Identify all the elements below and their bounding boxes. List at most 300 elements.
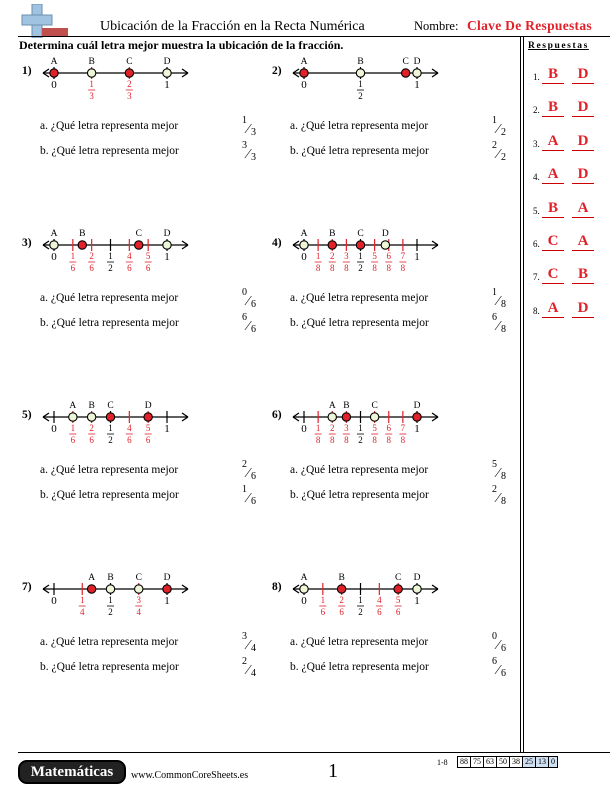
question-text: ¿Qué letra representa mejor (301, 145, 429, 157)
tick-label-numerator: 4 (377, 595, 382, 605)
point-label: D (381, 229, 389, 239)
tick-label: 1 (414, 251, 420, 263)
question-a (290, 287, 506, 310)
tick-label-denominator: 2 (358, 607, 363, 617)
score-range-label: 1-8 (437, 758, 448, 767)
tick-label-numerator: 6 (386, 251, 391, 261)
fraction-slash: ⁄ (497, 491, 500, 506)
problem-6 (272, 401, 522, 559)
tick-label-numerator: 6 (386, 423, 391, 433)
fraction-slash: ⁄ (247, 466, 250, 481)
fraction-numerator: 1 (242, 484, 247, 495)
fraction-numerator: 3 (242, 631, 247, 642)
tick-label-numerator: 7 (400, 251, 406, 261)
fraction-denominator: 3 (251, 152, 256, 163)
tick-label-denominator: 8 (386, 263, 391, 273)
point-c (125, 69, 133, 77)
tick-label-denominator: 4 (80, 607, 85, 617)
tick-label-numerator: 5 (145, 251, 151, 261)
answer-number: 1. (533, 72, 540, 82)
number-line (40, 225, 200, 285)
point-label: B (338, 573, 345, 583)
answer-a: B (542, 65, 564, 84)
number-line (40, 569, 200, 629)
name-label: Nombre: (414, 19, 459, 33)
point-c (135, 585, 143, 593)
point-d (163, 585, 171, 593)
tick-label-numerator: 2 (330, 423, 335, 433)
answer-b: D (572, 132, 594, 151)
point-label: B (107, 573, 114, 583)
point-label: B (88, 401, 95, 411)
question-text: ¿Qué letra representa mejor (51, 145, 179, 157)
point-label: D (413, 573, 421, 583)
tick-label-numerator: 4 (127, 423, 132, 433)
fraction-numerator: 2 (492, 484, 497, 495)
question-b (40, 656, 256, 679)
answer-a: B (542, 199, 564, 218)
point-label: B (88, 57, 95, 67)
score-table (458, 756, 558, 768)
point-a (328, 413, 336, 421)
point-c (135, 241, 143, 249)
question-letter: a. (290, 292, 298, 304)
answer-number: 2. (533, 105, 540, 116)
fraction-slash: ⁄ (247, 319, 250, 334)
question-a (290, 115, 506, 138)
fraction-denominator: 3 (251, 127, 256, 138)
tick-label-denominator: 8 (330, 263, 335, 273)
tick-label-denominator: 6 (89, 435, 94, 445)
score-cell: 38 (509, 756, 523, 768)
page-number: 1 (328, 760, 338, 782)
question-letter: b. (290, 317, 299, 329)
number-line (290, 569, 450, 629)
point-label: B (343, 401, 350, 411)
point-c (356, 241, 364, 249)
answer-number: 6. (533, 239, 540, 249)
tick-label: 0 (301, 423, 307, 435)
tick-label-denominator: 6 (70, 263, 76, 273)
point-b (87, 69, 95, 77)
fraction-numerator: 0 (242, 287, 247, 298)
tick-label-numerator: 1 (108, 251, 113, 261)
tick-label-denominator: 8 (315, 435, 321, 445)
answer-a: A (542, 132, 564, 151)
point-label: A (300, 229, 308, 239)
tick-label-numerator: 1 (108, 595, 113, 605)
question-a (290, 631, 506, 654)
fraction-slash: ⁄ (497, 122, 500, 137)
tick-label-denominator: 2 (358, 91, 363, 101)
problem-3 (22, 229, 272, 387)
fraction-slash: ⁄ (497, 147, 500, 162)
fraction-denominator: 2 (501, 127, 506, 138)
point-b (328, 241, 336, 249)
answer-a: C (542, 265, 564, 284)
fraction-denominator: 2 (501, 152, 506, 163)
tick-label-denominator: 6 (145, 435, 151, 445)
answer-number: 7. (533, 272, 540, 283)
point-a (69, 413, 77, 421)
fraction-numerator: 5 (492, 459, 497, 470)
fraction-denominator: 6 (251, 299, 256, 310)
question-a (290, 459, 506, 482)
number-line (40, 397, 200, 457)
fraction-denominator: 6 (501, 643, 506, 654)
question-letter: b. (290, 489, 299, 501)
question-text: ¿Qué letra representa mejor (51, 661, 179, 673)
point-b (78, 241, 86, 249)
point-d (163, 69, 171, 77)
tick-label-numerator: 3 (344, 251, 349, 261)
tick-label-denominator: 8 (330, 435, 335, 445)
tick-label-numerator: 2 (339, 595, 344, 605)
problem-number: 8) (272, 581, 282, 593)
fraction-slash: ⁄ (247, 663, 250, 678)
tick-label-numerator: 1 (70, 251, 76, 261)
number-line (40, 53, 200, 113)
point-label: C (371, 401, 378, 411)
tick-label: 0 (51, 79, 57, 91)
score-cell: 13 (535, 756, 549, 768)
point-b (106, 585, 114, 593)
question-letter: a. (290, 464, 298, 476)
fraction-slash: ⁄ (247, 294, 250, 309)
answer-b: D (572, 65, 594, 84)
question-text: ¿Qué letra representa mejor (300, 636, 429, 648)
site-url: www.CommonCoreSheets.es (131, 770, 249, 781)
question-letter: b. (40, 489, 49, 501)
point-b (87, 413, 95, 421)
question-text: ¿Qué letra representa mejor (301, 489, 429, 501)
question-b (40, 140, 256, 163)
math-plus-logo-icon (18, 4, 70, 38)
fraction-denominator: 4 (251, 668, 256, 679)
fraction-slash: ⁄ (247, 638, 250, 653)
question-letter: a. (40, 292, 48, 304)
problem-number: 5) (22, 409, 32, 421)
answer-b: A (572, 232, 594, 251)
fraction-denominator: 8 (501, 471, 506, 482)
point-d (381, 241, 389, 249)
tick-label: 1 (164, 251, 170, 263)
tick-label-numerator: 5 (145, 423, 151, 433)
problem-5 (22, 401, 272, 559)
point-a (50, 241, 58, 249)
point-label: A (300, 57, 308, 67)
tick-label-numerator: 5 (372, 251, 377, 261)
tick-label-denominator: 6 (339, 607, 344, 617)
question-text: ¿Qué letra representa mejor (51, 317, 179, 329)
tick-label-denominator: 2 (108, 263, 113, 273)
fraction-slash: ⁄ (247, 147, 250, 162)
question-b (290, 656, 506, 679)
tick-label: 1 (414, 423, 420, 435)
point-d (413, 69, 421, 77)
score-cell: 25 (522, 756, 536, 768)
problem-number: 7) (22, 581, 32, 593)
subject-badge: Matemáticas (18, 760, 126, 784)
point-a (300, 69, 308, 77)
point-label: A (88, 573, 96, 583)
score-cell: 0 (548, 756, 558, 768)
tick-label: 1 (414, 79, 420, 91)
question-text: ¿Qué letra representa mejor (301, 317, 429, 329)
point-label: A (50, 229, 58, 239)
tick-label: 0 (51, 251, 57, 263)
fraction-denominator: 6 (251, 496, 256, 507)
question-a (40, 287, 256, 310)
header-rule (18, 36, 610, 37)
tick-label-numerator: 1 (89, 79, 94, 89)
question-text: ¿Qué letra representa mejor (300, 464, 429, 476)
score-cell: 88 (457, 756, 471, 768)
fraction-numerator: 2 (492, 140, 497, 151)
point-label: D (163, 573, 171, 583)
tick-label-numerator: 3 (344, 423, 349, 433)
point-d (144, 413, 152, 421)
tick-label-numerator: 2 (127, 79, 132, 89)
fraction-slash: ⁄ (497, 638, 500, 653)
question-b (290, 484, 506, 507)
tick-label-numerator: 2 (330, 251, 335, 261)
question-letter: a. (290, 120, 298, 132)
question-letter: b. (40, 145, 49, 157)
score-cell: 50 (496, 756, 510, 768)
point-b (356, 69, 364, 77)
point-label: D (163, 229, 171, 239)
question-text: ¿Qué letra representa mejor (50, 292, 179, 304)
tick-label-denominator: 2 (358, 263, 363, 273)
problem-number: 1) (22, 65, 32, 77)
point-label: C (126, 57, 133, 67)
point-label: D (413, 401, 421, 411)
tick-label: 1 (414, 595, 420, 607)
answer-number: 4. (533, 172, 540, 183)
fraction-slash: ⁄ (247, 491, 250, 506)
point-label: C (135, 573, 142, 583)
tick-label-numerator: 5 (372, 423, 377, 433)
point-label: A (50, 57, 58, 67)
fraction-numerator: 6 (242, 312, 247, 323)
tick-label-denominator: 6 (377, 607, 382, 617)
tick-label-numerator: 1 (358, 79, 363, 89)
fraction-numerator: 2 (242, 459, 247, 470)
number-line (290, 225, 450, 285)
question-text: ¿Qué letra representa mejor (300, 292, 429, 304)
fraction-numerator: 0 (492, 631, 497, 642)
problem-1 (22, 57, 272, 215)
tick-label-denominator: 6 (395, 607, 401, 617)
problem-4 (272, 229, 522, 387)
tick-label-denominator: 2 (108, 607, 113, 617)
tick-label: 0 (51, 595, 57, 607)
tick-label-numerator: 1 (80, 595, 85, 605)
question-b (290, 312, 506, 335)
tick-label-numerator: 1 (108, 423, 113, 433)
answer-number: 8. (533, 305, 540, 316)
fraction-denominator: 6 (501, 668, 506, 679)
tick-label: 0 (301, 251, 307, 263)
fraction-slash: ⁄ (497, 294, 500, 309)
problem-number: 4) (272, 237, 282, 249)
question-text: ¿Qué letra representa mejor (50, 636, 179, 648)
tick-label-numerator: 1 (358, 423, 363, 433)
problem-7 (22, 573, 272, 731)
question-text: ¿Qué letra representa mejor (300, 120, 429, 132)
fraction-numerator: 3 (242, 140, 247, 151)
fraction-denominator: 8 (501, 324, 506, 335)
tick-label-denominator: 6 (127, 435, 132, 445)
tick-label-denominator: 6 (320, 607, 326, 617)
problem-number: 2) (272, 65, 282, 77)
tick-label-denominator: 8 (400, 263, 406, 273)
question-a (40, 631, 256, 654)
tick-label-denominator: 6 (70, 435, 76, 445)
tick-label-denominator: 3 (127, 91, 132, 101)
fraction-numerator: 1 (492, 115, 497, 126)
tick-label-numerator: 1 (315, 423, 321, 433)
point-label: B (357, 57, 364, 67)
point-label: D (163, 57, 171, 67)
tick-label-denominator: 8 (400, 435, 406, 445)
answer-a: A (542, 299, 564, 318)
answer-b: D (572, 165, 594, 184)
tick-label-denominator: 8 (344, 435, 349, 445)
tick-label-denominator: 8 (372, 263, 377, 273)
fraction-denominator: 4 (251, 643, 256, 654)
fraction-denominator: 8 (501, 496, 506, 507)
question-letter: a. (40, 464, 48, 476)
fraction-denominator: 6 (251, 324, 256, 335)
tick-label-numerator: 1 (70, 423, 76, 433)
instructions: Determina cuál letra mejor muestra la ubicación de la fracción. (19, 38, 344, 52)
problem-number: 6) (272, 409, 282, 421)
tick-label-denominator: 4 (136, 607, 141, 617)
tick-label: 0 (301, 79, 307, 91)
tick-label-denominator: 8 (386, 435, 391, 445)
question-text: ¿Qué letra representa mejor (50, 464, 179, 476)
tick-label-numerator: 1 (358, 251, 363, 261)
question-letter: b. (40, 317, 49, 329)
question-letter: b. (40, 661, 49, 673)
question-b (290, 140, 506, 163)
question-b (40, 484, 256, 507)
point-label: A (69, 401, 77, 411)
answer-b: D (572, 299, 594, 318)
tick-label-numerator: 1 (320, 595, 326, 605)
answer-b: D (572, 98, 594, 117)
fraction-numerator: 1 (492, 287, 497, 298)
question-b (40, 312, 256, 335)
problem-8 (272, 573, 522, 731)
point-a (300, 241, 308, 249)
point-c (402, 69, 410, 77)
point-label: C (135, 229, 142, 239)
question-letter: a. (40, 636, 48, 648)
point-b (337, 585, 345, 593)
score-cell: 75 (470, 756, 484, 768)
tick-label-numerator: 5 (395, 595, 401, 605)
point-label: D (413, 57, 421, 67)
fraction-slash: ⁄ (497, 466, 500, 481)
fraction-slash: ⁄ (247, 122, 250, 137)
footer-rule (18, 752, 610, 753)
point-b (342, 413, 350, 421)
fraction-numerator: 6 (492, 656, 497, 667)
point-label: C (402, 57, 409, 67)
tick-label-denominator: 6 (89, 263, 94, 273)
question-letter: a. (40, 120, 48, 132)
point-label: B (329, 229, 336, 239)
question-letter: a. (290, 636, 298, 648)
tick-label: 0 (51, 423, 57, 435)
tick-label-numerator: 1 (315, 251, 321, 261)
point-a (50, 69, 58, 77)
point-a (87, 585, 95, 593)
tick-label-denominator: 3 (89, 91, 94, 101)
fraction-denominator: 6 (251, 471, 256, 482)
problem-2 (272, 57, 522, 215)
answer-b: A (572, 199, 594, 218)
question-a (40, 115, 256, 138)
point-label: A (300, 573, 308, 583)
tick-label-numerator: 3 (136, 595, 141, 605)
answer-column-rule-right (523, 37, 524, 752)
fraction-slash: ⁄ (497, 663, 500, 678)
answers-heading: Respuestas (528, 41, 589, 51)
fraction-denominator: 8 (501, 299, 506, 310)
point-d (163, 241, 171, 249)
point-label: C (107, 401, 114, 411)
answer-a: B (542, 98, 564, 117)
tick-label-denominator: 8 (344, 263, 349, 273)
tick-label: 0 (301, 595, 307, 607)
answer-number: 3. (533, 138, 540, 149)
tick-label: 1 (164, 79, 170, 91)
point-c (106, 413, 114, 421)
point-c (370, 413, 378, 421)
name-value: Clave De Respuestas (467, 18, 592, 33)
answer-b: B (572, 265, 594, 284)
tick-label-denominator: 6 (127, 263, 132, 273)
score-cell: 63 (483, 756, 497, 768)
point-label: C (357, 229, 364, 239)
tick-label-numerator: 2 (89, 251, 94, 261)
question-text: ¿Qué letra representa mejor (51, 489, 179, 501)
tick-label-denominator: 8 (372, 435, 377, 445)
point-d (413, 413, 421, 421)
question-text: ¿Qué letra representa mejor (50, 120, 179, 132)
point-d (413, 585, 421, 593)
answer-a: C (542, 232, 564, 251)
number-line (290, 397, 450, 457)
fraction-numerator: 2 (242, 656, 247, 667)
question-a (40, 459, 256, 482)
answer-a: A (542, 165, 564, 184)
question-text: ¿Qué letra representa mejor (301, 661, 429, 673)
tick-label-denominator: 6 (145, 263, 151, 273)
tick-label: 1 (164, 423, 170, 435)
problem-number: 3) (22, 237, 32, 249)
point-label: B (79, 229, 86, 239)
point-label: D (144, 401, 152, 411)
worksheet-title: Ubicación de la Fracción en la Recta Numérica (100, 19, 365, 34)
tick-label-denominator: 2 (358, 435, 363, 445)
question-letter: b. (290, 145, 299, 157)
tick-label-numerator: 7 (400, 423, 406, 433)
